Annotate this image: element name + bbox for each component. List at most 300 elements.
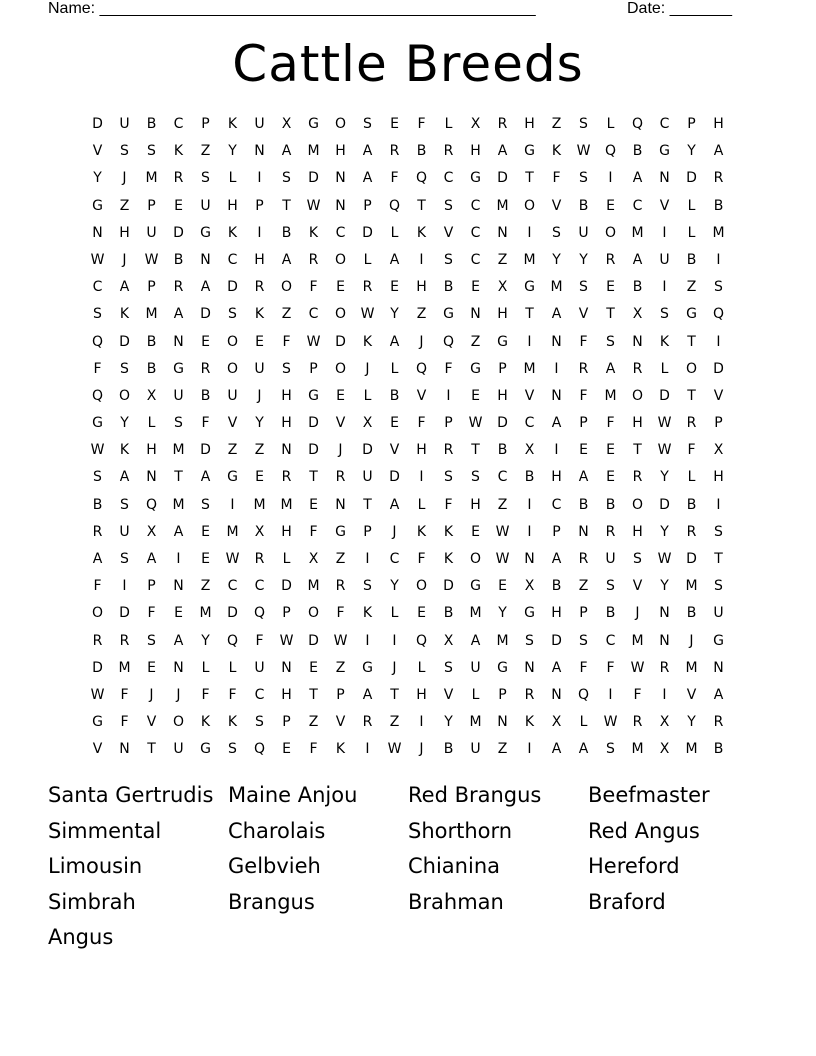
grid-letter: D bbox=[497, 415, 508, 432]
word-list-item: Braford bbox=[588, 889, 666, 914]
grid-letter: R bbox=[173, 170, 184, 187]
grid-letter: A bbox=[173, 306, 184, 323]
grid-letter: A bbox=[551, 306, 562, 323]
grid-letter: Q bbox=[145, 496, 158, 513]
grid-letter: L bbox=[660, 360, 669, 377]
grid-letter: A bbox=[632, 251, 643, 268]
grid-letter: O bbox=[334, 306, 347, 323]
grid-letter: I bbox=[716, 333, 721, 350]
grid-letter: Y bbox=[120, 415, 129, 432]
grid-letter: D bbox=[173, 224, 184, 241]
grid-letter: V bbox=[146, 714, 157, 731]
grid-letter: M bbox=[631, 741, 644, 758]
grid-letter: F bbox=[93, 360, 102, 377]
grid-letter: F bbox=[552, 170, 561, 187]
grid-letter: A bbox=[173, 632, 184, 649]
grid-letter: E bbox=[201, 551, 210, 567]
grid-letter: M bbox=[631, 632, 644, 649]
grid-letter: E bbox=[606, 279, 615, 296]
grid-letter: K bbox=[443, 551, 454, 567]
grid-letter: E bbox=[471, 523, 480, 540]
grid-letter: Z bbox=[416, 306, 427, 323]
grid-letter: E bbox=[471, 387, 480, 404]
grid-letter: P bbox=[147, 197, 156, 214]
grid-letter: Y bbox=[687, 714, 696, 731]
grid-letter: O bbox=[334, 360, 347, 377]
grid-letter: D bbox=[497, 170, 508, 187]
grid-row bbox=[84, 220, 732, 247]
grid-letter: R bbox=[578, 551, 589, 567]
grid-letter: G bbox=[173, 360, 184, 377]
grid-letter: C bbox=[524, 415, 535, 432]
grid-letter: C bbox=[659, 116, 670, 132]
grid-letter: B bbox=[443, 279, 454, 296]
grid-letter: Z bbox=[281, 306, 292, 323]
grid-letter: S bbox=[174, 415, 183, 432]
grid-letter: X bbox=[659, 714, 670, 731]
grid-letter: T bbox=[147, 741, 156, 758]
grid-letter: N bbox=[551, 387, 562, 404]
grid-letter: O bbox=[604, 224, 617, 241]
grid-letter: N bbox=[497, 224, 508, 241]
grid-letter: D bbox=[92, 116, 103, 132]
grid-letter: S bbox=[93, 469, 102, 486]
grid-letter: A bbox=[362, 170, 373, 187]
grid-letter: P bbox=[444, 415, 453, 432]
grid-letter: N bbox=[551, 686, 562, 703]
grid-letter: I bbox=[608, 686, 613, 703]
word-list-item: Brangus bbox=[228, 889, 315, 914]
word-list-item: Angus bbox=[48, 925, 114, 949]
grid-letter: L bbox=[579, 714, 588, 731]
grid-letter: F bbox=[120, 714, 129, 731]
grid-letter: G bbox=[497, 333, 508, 350]
grid-letter: S bbox=[363, 116, 372, 132]
grid-letter: G bbox=[92, 197, 103, 214]
grid-letter: K bbox=[227, 116, 238, 132]
grid-letter: F bbox=[633, 686, 642, 703]
grid-letter: C bbox=[227, 578, 238, 595]
grid-letter: X bbox=[146, 387, 157, 404]
grid-letter: C bbox=[497, 469, 508, 486]
grid-letter: H bbox=[416, 442, 427, 459]
word-list bbox=[48, 778, 768, 956]
grid-letter: K bbox=[524, 714, 535, 731]
grid-letter: T bbox=[633, 442, 642, 459]
grid-letter: N bbox=[632, 333, 643, 350]
grid-letter: A bbox=[713, 143, 724, 160]
grid-letter: I bbox=[257, 170, 262, 187]
grid-letter: X bbox=[281, 116, 292, 132]
grid-letter: F bbox=[255, 632, 264, 649]
grid-letter: T bbox=[525, 306, 534, 323]
grid-letter: B bbox=[578, 496, 589, 513]
grid-letter: K bbox=[227, 224, 238, 241]
grid-letter: A bbox=[389, 251, 400, 268]
grid-letter: N bbox=[335, 496, 346, 513]
grid-letter: C bbox=[254, 578, 265, 595]
grid-row bbox=[84, 356, 732, 383]
grid-letter: J bbox=[689, 632, 694, 649]
grid-letter: C bbox=[470, 224, 481, 241]
grid-letter: K bbox=[362, 605, 373, 622]
grid-letter: D bbox=[227, 279, 238, 296]
grid-letter: C bbox=[551, 496, 562, 513]
grid-letter: F bbox=[390, 170, 399, 187]
grid-letter: H bbox=[551, 605, 562, 622]
grid-letter: E bbox=[282, 741, 291, 758]
grid-letter: N bbox=[254, 143, 265, 160]
grid-letter: I bbox=[365, 551, 370, 567]
grid-letter: R bbox=[92, 632, 103, 649]
grid-letter: M bbox=[685, 578, 698, 595]
grid-letter: F bbox=[147, 605, 156, 622]
grid-letter: A bbox=[362, 686, 373, 703]
grid-letter: G bbox=[335, 523, 346, 540]
name-field: Name: _________________________________________________ bbox=[48, 0, 536, 17]
grid-letter: E bbox=[390, 279, 399, 296]
grid-letter: R bbox=[632, 714, 643, 731]
grid-letter: R bbox=[659, 659, 670, 676]
grid-letter: F bbox=[282, 333, 291, 350]
grid-letter: Y bbox=[552, 251, 561, 268]
grid-letter: A bbox=[551, 741, 562, 758]
grid-letter: W bbox=[225, 551, 240, 567]
grid-letter: M bbox=[145, 306, 158, 323]
grid-letter: I bbox=[662, 686, 667, 703]
word-search-grid bbox=[84, 111, 732, 764]
grid-letter: I bbox=[554, 360, 559, 377]
grid-letter: Q bbox=[253, 741, 266, 758]
grid-letter: K bbox=[227, 714, 238, 731]
grid-letter: Z bbox=[335, 551, 346, 567]
grid-letter: U bbox=[119, 116, 130, 132]
grid-letter: D bbox=[335, 333, 346, 350]
grid-letter: W bbox=[333, 632, 348, 649]
grid-letter: V bbox=[389, 442, 400, 459]
grid-letter: S bbox=[714, 523, 723, 540]
grid-letter: X bbox=[524, 442, 535, 459]
grid-letter: D bbox=[389, 469, 400, 486]
grid-letter: A bbox=[200, 469, 211, 486]
grid-letter: P bbox=[363, 523, 372, 540]
grid-letter: O bbox=[172, 714, 185, 731]
grid-letter: Q bbox=[442, 333, 455, 350]
grid-letter: I bbox=[122, 578, 127, 595]
grid-letter: D bbox=[713, 360, 724, 377]
grid-letter: Y bbox=[660, 578, 669, 595]
grid-row bbox=[84, 519, 732, 546]
grid-letter: W bbox=[144, 251, 159, 268]
grid-letter: A bbox=[578, 469, 589, 486]
grid-letter: C bbox=[443, 170, 454, 187]
grid-row bbox=[84, 329, 732, 356]
grid-letter: T bbox=[471, 442, 480, 459]
date-field: Date: _______ bbox=[627, 0, 732, 17]
grid-letter: M bbox=[280, 496, 293, 513]
grid-row bbox=[84, 736, 732, 763]
grid-letter: B bbox=[146, 116, 157, 132]
grid-letter: O bbox=[280, 279, 293, 296]
grid-letter: X bbox=[146, 523, 157, 540]
grid-letter: Q bbox=[577, 686, 590, 703]
grid-letter: R bbox=[686, 523, 697, 540]
grid-letter: G bbox=[308, 116, 319, 132]
grid-letter: D bbox=[308, 442, 319, 459]
grid-letter: Y bbox=[201, 632, 210, 649]
grid-letter: B bbox=[686, 251, 697, 268]
grid-letter: M bbox=[253, 496, 266, 513]
grid-letter: G bbox=[92, 714, 103, 731]
grid-letter: R bbox=[605, 523, 616, 540]
grid-letter: W bbox=[657, 442, 672, 459]
grid-letter: U bbox=[173, 741, 184, 758]
grid-letter: S bbox=[633, 551, 642, 567]
grid-letter: F bbox=[309, 279, 318, 296]
grid-letter: P bbox=[282, 714, 291, 731]
grid-letter: R bbox=[632, 469, 643, 486]
grid-letter: J bbox=[122, 170, 127, 187]
grid-letter: S bbox=[579, 170, 588, 187]
grid-letter: H bbox=[335, 143, 346, 160]
grid-letter: T bbox=[282, 197, 291, 214]
grid-letter: E bbox=[309, 659, 318, 676]
grid-letter: C bbox=[335, 224, 346, 241]
grid-letter: Q bbox=[415, 632, 428, 649]
word-list-item: Limousin bbox=[48, 854, 143, 878]
grid-letter: T bbox=[174, 469, 183, 486]
word-list-item: Red Brangus bbox=[408, 783, 542, 807]
grid-letter: O bbox=[631, 387, 644, 404]
grid-letter: C bbox=[227, 251, 238, 268]
grid-letter: U bbox=[470, 741, 481, 758]
grid-letter: G bbox=[200, 224, 211, 241]
page-title: Cattle Breeds bbox=[232, 35, 584, 93]
worksheet-header bbox=[48, 0, 748, 20]
grid-letter: U bbox=[254, 659, 265, 676]
grid-letter: M bbox=[469, 714, 482, 731]
grid-letter: F bbox=[606, 415, 615, 432]
grid-letter: P bbox=[363, 197, 372, 214]
grid-letter: V bbox=[227, 415, 238, 432]
grid-letter: K bbox=[335, 741, 346, 758]
grid-letter: D bbox=[551, 632, 562, 649]
grid-letter: W bbox=[90, 251, 105, 268]
grid-letter: E bbox=[606, 442, 615, 459]
grid-letter: H bbox=[416, 686, 427, 703]
grid-letter: K bbox=[173, 143, 184, 160]
grid-letter: L bbox=[444, 116, 453, 132]
grid-letter: Y bbox=[390, 578, 399, 595]
grid-letter: I bbox=[527, 333, 532, 350]
grid-letter: W bbox=[90, 442, 105, 459]
grid-letter: S bbox=[93, 306, 102, 323]
grid-letter: F bbox=[579, 659, 588, 676]
grid-letter: Z bbox=[200, 578, 211, 595]
grid-letter: N bbox=[497, 714, 508, 731]
grid-row bbox=[84, 301, 732, 328]
grid-letter: H bbox=[470, 143, 481, 160]
grid-letter: L bbox=[363, 251, 372, 268]
grid-letter: I bbox=[419, 251, 424, 268]
grid-letter: P bbox=[282, 605, 291, 622]
grid-letter: A bbox=[146, 551, 157, 567]
grid-letter: B bbox=[281, 224, 292, 241]
grid-letter: I bbox=[230, 496, 235, 513]
grid-letter: L bbox=[471, 686, 480, 703]
grid-row bbox=[84, 138, 732, 165]
grid-letter: O bbox=[91, 605, 104, 622]
grid-letter: H bbox=[146, 442, 157, 459]
grid-letter: Q bbox=[91, 333, 104, 350]
grid-letter: F bbox=[444, 496, 453, 513]
grid-row bbox=[84, 628, 732, 655]
grid-letter: X bbox=[551, 714, 562, 731]
grid-letter: W bbox=[495, 523, 510, 540]
grid-letter: N bbox=[92, 224, 103, 241]
grid-letter: U bbox=[362, 469, 373, 486]
grid-letter: R bbox=[335, 578, 346, 595]
grid-letter: J bbox=[338, 442, 343, 459]
grid-letter: M bbox=[199, 605, 212, 622]
grid-letter: X bbox=[254, 523, 265, 540]
grid-letter: B bbox=[632, 279, 643, 296]
grid-letter: Z bbox=[578, 578, 589, 595]
grid-letter: S bbox=[444, 659, 453, 676]
grid-letter: V bbox=[335, 415, 346, 432]
grid-row bbox=[84, 111, 732, 138]
grid-letter: I bbox=[176, 551, 181, 567]
grid-letter: G bbox=[686, 306, 697, 323]
grid-letter: E bbox=[390, 116, 399, 132]
grid-letter: G bbox=[470, 578, 481, 595]
grid-letter: O bbox=[226, 333, 239, 350]
grid-letter: Z bbox=[551, 116, 562, 132]
grid-letter: K bbox=[254, 306, 265, 323]
grid-letter: E bbox=[201, 523, 210, 540]
grid-row bbox=[84, 437, 732, 464]
grid-letter: R bbox=[524, 686, 535, 703]
grid-row bbox=[84, 410, 732, 437]
grid-letter: H bbox=[551, 469, 562, 486]
grid-letter: D bbox=[686, 551, 697, 567]
grid-letter: F bbox=[579, 387, 588, 404]
grid-letter: P bbox=[201, 116, 210, 132]
grid-letter: U bbox=[146, 224, 157, 241]
grid-letter: S bbox=[120, 360, 129, 377]
grid-letter: C bbox=[308, 306, 319, 323]
grid-letter: H bbox=[281, 387, 292, 404]
grid-letter: S bbox=[444, 469, 453, 486]
grid-letter: I bbox=[257, 224, 262, 241]
grid-letter: I bbox=[662, 279, 667, 296]
grid-letter: D bbox=[686, 170, 697, 187]
grid-letter: Z bbox=[308, 714, 319, 731]
grid-letter: W bbox=[279, 632, 294, 649]
grid-letter: O bbox=[334, 116, 347, 132]
grid-letter: G bbox=[524, 605, 535, 622]
grid-letter: E bbox=[201, 333, 210, 350]
grid-letter: A bbox=[470, 632, 481, 649]
grid-row bbox=[84, 383, 732, 410]
grid-letter: E bbox=[579, 442, 588, 459]
grid-letter: P bbox=[579, 415, 588, 432]
grid-letter: S bbox=[228, 306, 237, 323]
grid-letter: T bbox=[390, 686, 399, 703]
grid-letter: M bbox=[685, 659, 698, 676]
grid-letter: J bbox=[257, 387, 262, 404]
grid-letter: S bbox=[201, 496, 210, 513]
grid-letter: F bbox=[579, 333, 588, 350]
grid-letter: R bbox=[362, 714, 373, 731]
grid-letter: D bbox=[227, 605, 238, 622]
grid-letter: Y bbox=[228, 143, 237, 160]
grid-letter: M bbox=[469, 605, 482, 622]
grid-letter: R bbox=[119, 632, 130, 649]
grid-letter: S bbox=[714, 578, 723, 595]
grid-letter: R bbox=[281, 469, 292, 486]
grid-letter: R bbox=[362, 279, 373, 296]
word-list-item: Chianina bbox=[408, 854, 500, 878]
grid-letter: S bbox=[120, 551, 129, 567]
grid-letter: W bbox=[90, 686, 105, 703]
grid-letter: U bbox=[470, 659, 481, 676]
grid-letter: D bbox=[119, 333, 130, 350]
grid-letter: M bbox=[172, 496, 185, 513]
grid-letter: P bbox=[336, 686, 345, 703]
grid-letter: A bbox=[551, 551, 562, 567]
grid-letter: I bbox=[527, 224, 532, 241]
word-list-item: Beefmaster bbox=[588, 783, 710, 807]
grid-letter: A bbox=[578, 741, 589, 758]
grid-letter: L bbox=[687, 224, 696, 241]
grid-letter: P bbox=[255, 197, 264, 214]
grid-letter: S bbox=[552, 224, 561, 241]
grid-letter: M bbox=[226, 523, 239, 540]
grid-letter: J bbox=[176, 686, 181, 703]
grid-letter: B bbox=[389, 387, 400, 404]
grid-row bbox=[84, 464, 732, 491]
grid-letter: I bbox=[365, 741, 370, 758]
grid-letter: G bbox=[362, 659, 373, 676]
grid-letter: J bbox=[149, 686, 154, 703]
grid-letter: P bbox=[687, 116, 696, 132]
grid-letter: C bbox=[389, 551, 400, 567]
grid-letter: M bbox=[172, 442, 185, 459]
grid-letter: D bbox=[659, 496, 670, 513]
grid-letter: Y bbox=[444, 714, 453, 731]
grid-letter: S bbox=[471, 469, 480, 486]
grid-letter: G bbox=[470, 360, 481, 377]
grid-letter: E bbox=[255, 469, 264, 486]
grid-row bbox=[84, 546, 732, 573]
grid-letter: O bbox=[334, 251, 347, 268]
grid-letter: H bbox=[713, 116, 724, 132]
grid-letter: N bbox=[173, 333, 184, 350]
grid-letter: B bbox=[173, 251, 184, 268]
grid-letter: A bbox=[281, 143, 292, 160]
grid-letter: T bbox=[417, 197, 426, 214]
grid-letter: I bbox=[554, 442, 559, 459]
grid-letter: R bbox=[605, 251, 616, 268]
grid-letter: S bbox=[606, 333, 615, 350]
grid-letter: L bbox=[606, 116, 615, 132]
grid-letter: R bbox=[443, 143, 454, 160]
grid-letter: E bbox=[498, 578, 507, 595]
grid-letter: U bbox=[659, 251, 670, 268]
grid-letter: N bbox=[335, 197, 346, 214]
grid-letter: A bbox=[200, 279, 211, 296]
